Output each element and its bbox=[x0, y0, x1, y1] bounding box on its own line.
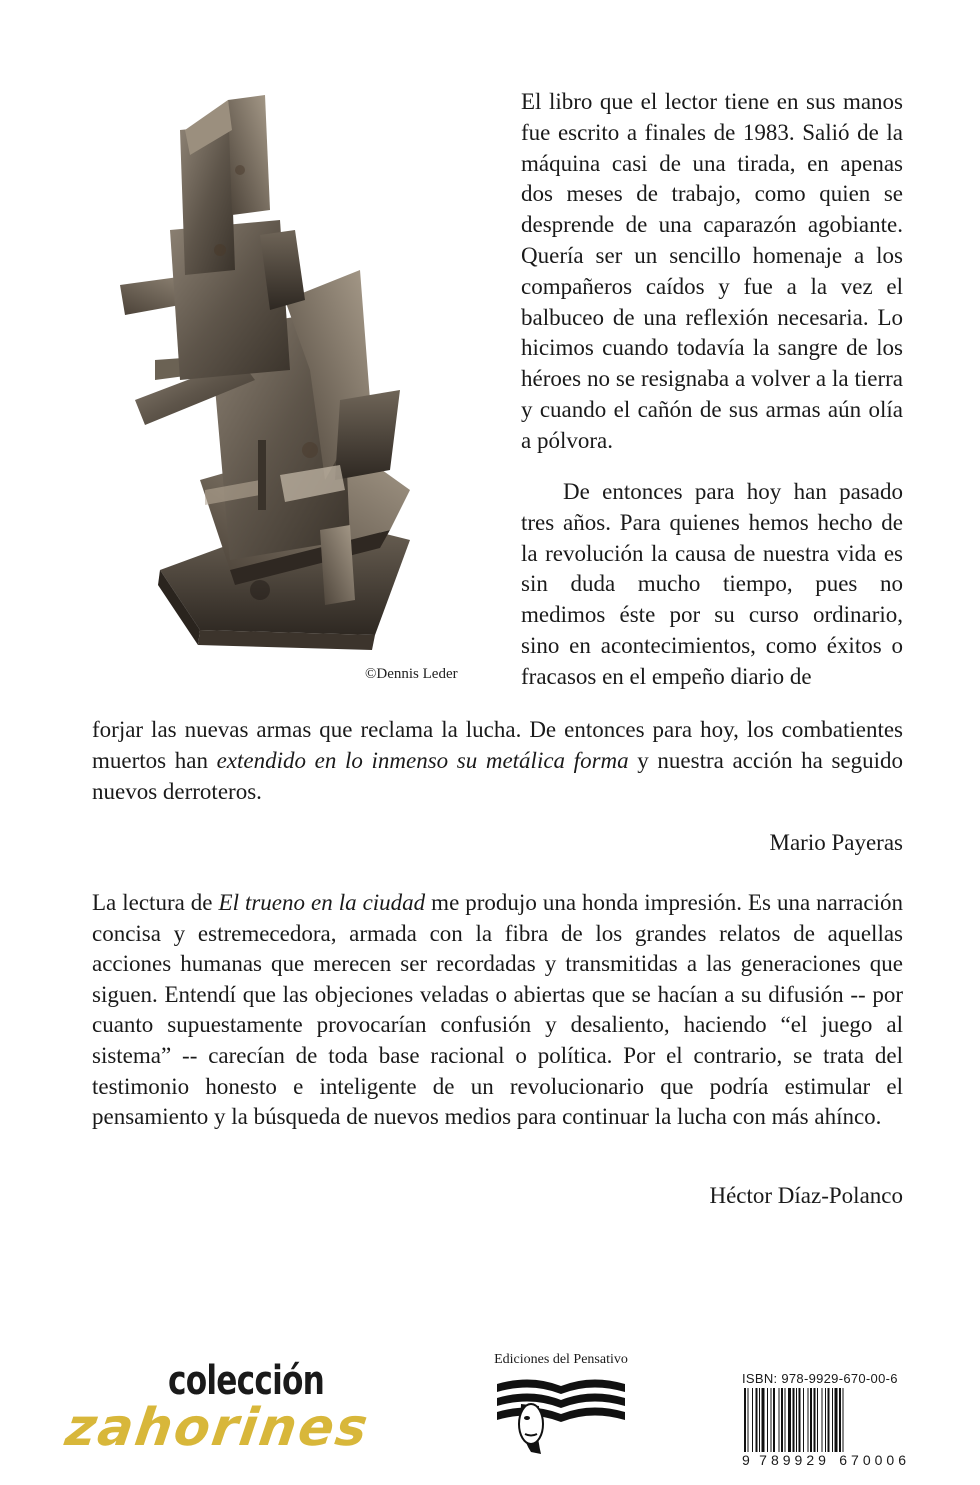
paragraph-2: De entonces para hoy han pasado tres años. Para quienes hemos hecho de la revolución la causa de nuestra vida es sin duda mucho tiempo, pues no medimos éste por su curso ordinario, sino en acontecimientos, como éxitos o fracasos en el empeño diario de bbox=[521, 479, 903, 689]
paragraph-2-text: forjar las nuevas armas que reclama la lucha. De entonces para hoy, los combatientes muertos han bbox=[92, 717, 903, 773]
barcode-digits bbox=[742, 1452, 910, 1468]
image-credit: ©Dennis Leder bbox=[365, 666, 458, 682]
paragraph-1: El libro que el lector tiene en sus manos fue escrito a finales de 1983. Salió de la máquina casi de una tirada, en apenas dos meses de trabajo, como quien se desprende de una caparazón agobiante. Quería ser un sencillo homenaje a los compañeros caídos y fue a la vez el balbuceo de una reflexión necesaria. Lo hicimos cuando todavía la sangre de los héroes no se resignaba a volver a la tierra y cuando el cañón de sus armas aún olía a pólvora. bbox=[521, 89, 903, 453]
reviewer-signature: Héctor Díaz-Polanco bbox=[709, 1183, 903, 1208]
paragraph-2-italic: extendido en lo inmenso su metálica forma bbox=[216, 747, 629, 773]
collection-logo-line2: zahorines bbox=[61, 1398, 374, 1458]
sculpture-photo bbox=[110, 70, 480, 670]
review-paragraph bbox=[92, 888, 903, 1133]
barcode-digit-first: 9 bbox=[742, 1452, 750, 1468]
paragraph-2-continued bbox=[92, 715, 903, 807]
barcode-digits-right: 670006 bbox=[839, 1452, 910, 1468]
review-text: me produjo una honda impresión. Es una narración concisa y estremecedora, armada con la fibra de los grandes relatos de aquellas acciones humanas que merecen ser recordadas y transmitidas a las generaciones que siguen. Entendí que las objeciones veladas o abiertas que se hacían a su difusión -- por cuanto supuestamente provocarían confusión y desaliento, haciendo “el juego al sistema” -- carecían de toda base racional o política. Por el contrario, se trata del testimonio honesto e inteligente de un revolucionario que podría estimular el pensamiento y la búsqueda de nuevos medios para continuar la lucha con más ahínco. bbox=[92, 890, 903, 1130]
book-title-italic: El trueno en la ciudad bbox=[218, 890, 426, 915]
barcode bbox=[742, 1388, 910, 1452]
publisher-block bbox=[476, 1352, 646, 1459]
barcode-digits-left: 789929 bbox=[759, 1452, 830, 1468]
isbn-label: ISBN: 978-9929-670-00-6 bbox=[742, 1371, 898, 1386]
mask-logo-icon bbox=[491, 1374, 631, 1454]
collection-logo-line1: colección bbox=[168, 1358, 325, 1404]
review-text-start: La lectura de bbox=[92, 890, 219, 915]
author-signature: Mario Payeras bbox=[769, 830, 903, 855]
publisher-name: Ediciones del Pensativo bbox=[494, 1352, 628, 1367]
paragraph-2-text-end: y nuestra acción ha seguido nuevos derroteros. bbox=[92, 747, 903, 804]
